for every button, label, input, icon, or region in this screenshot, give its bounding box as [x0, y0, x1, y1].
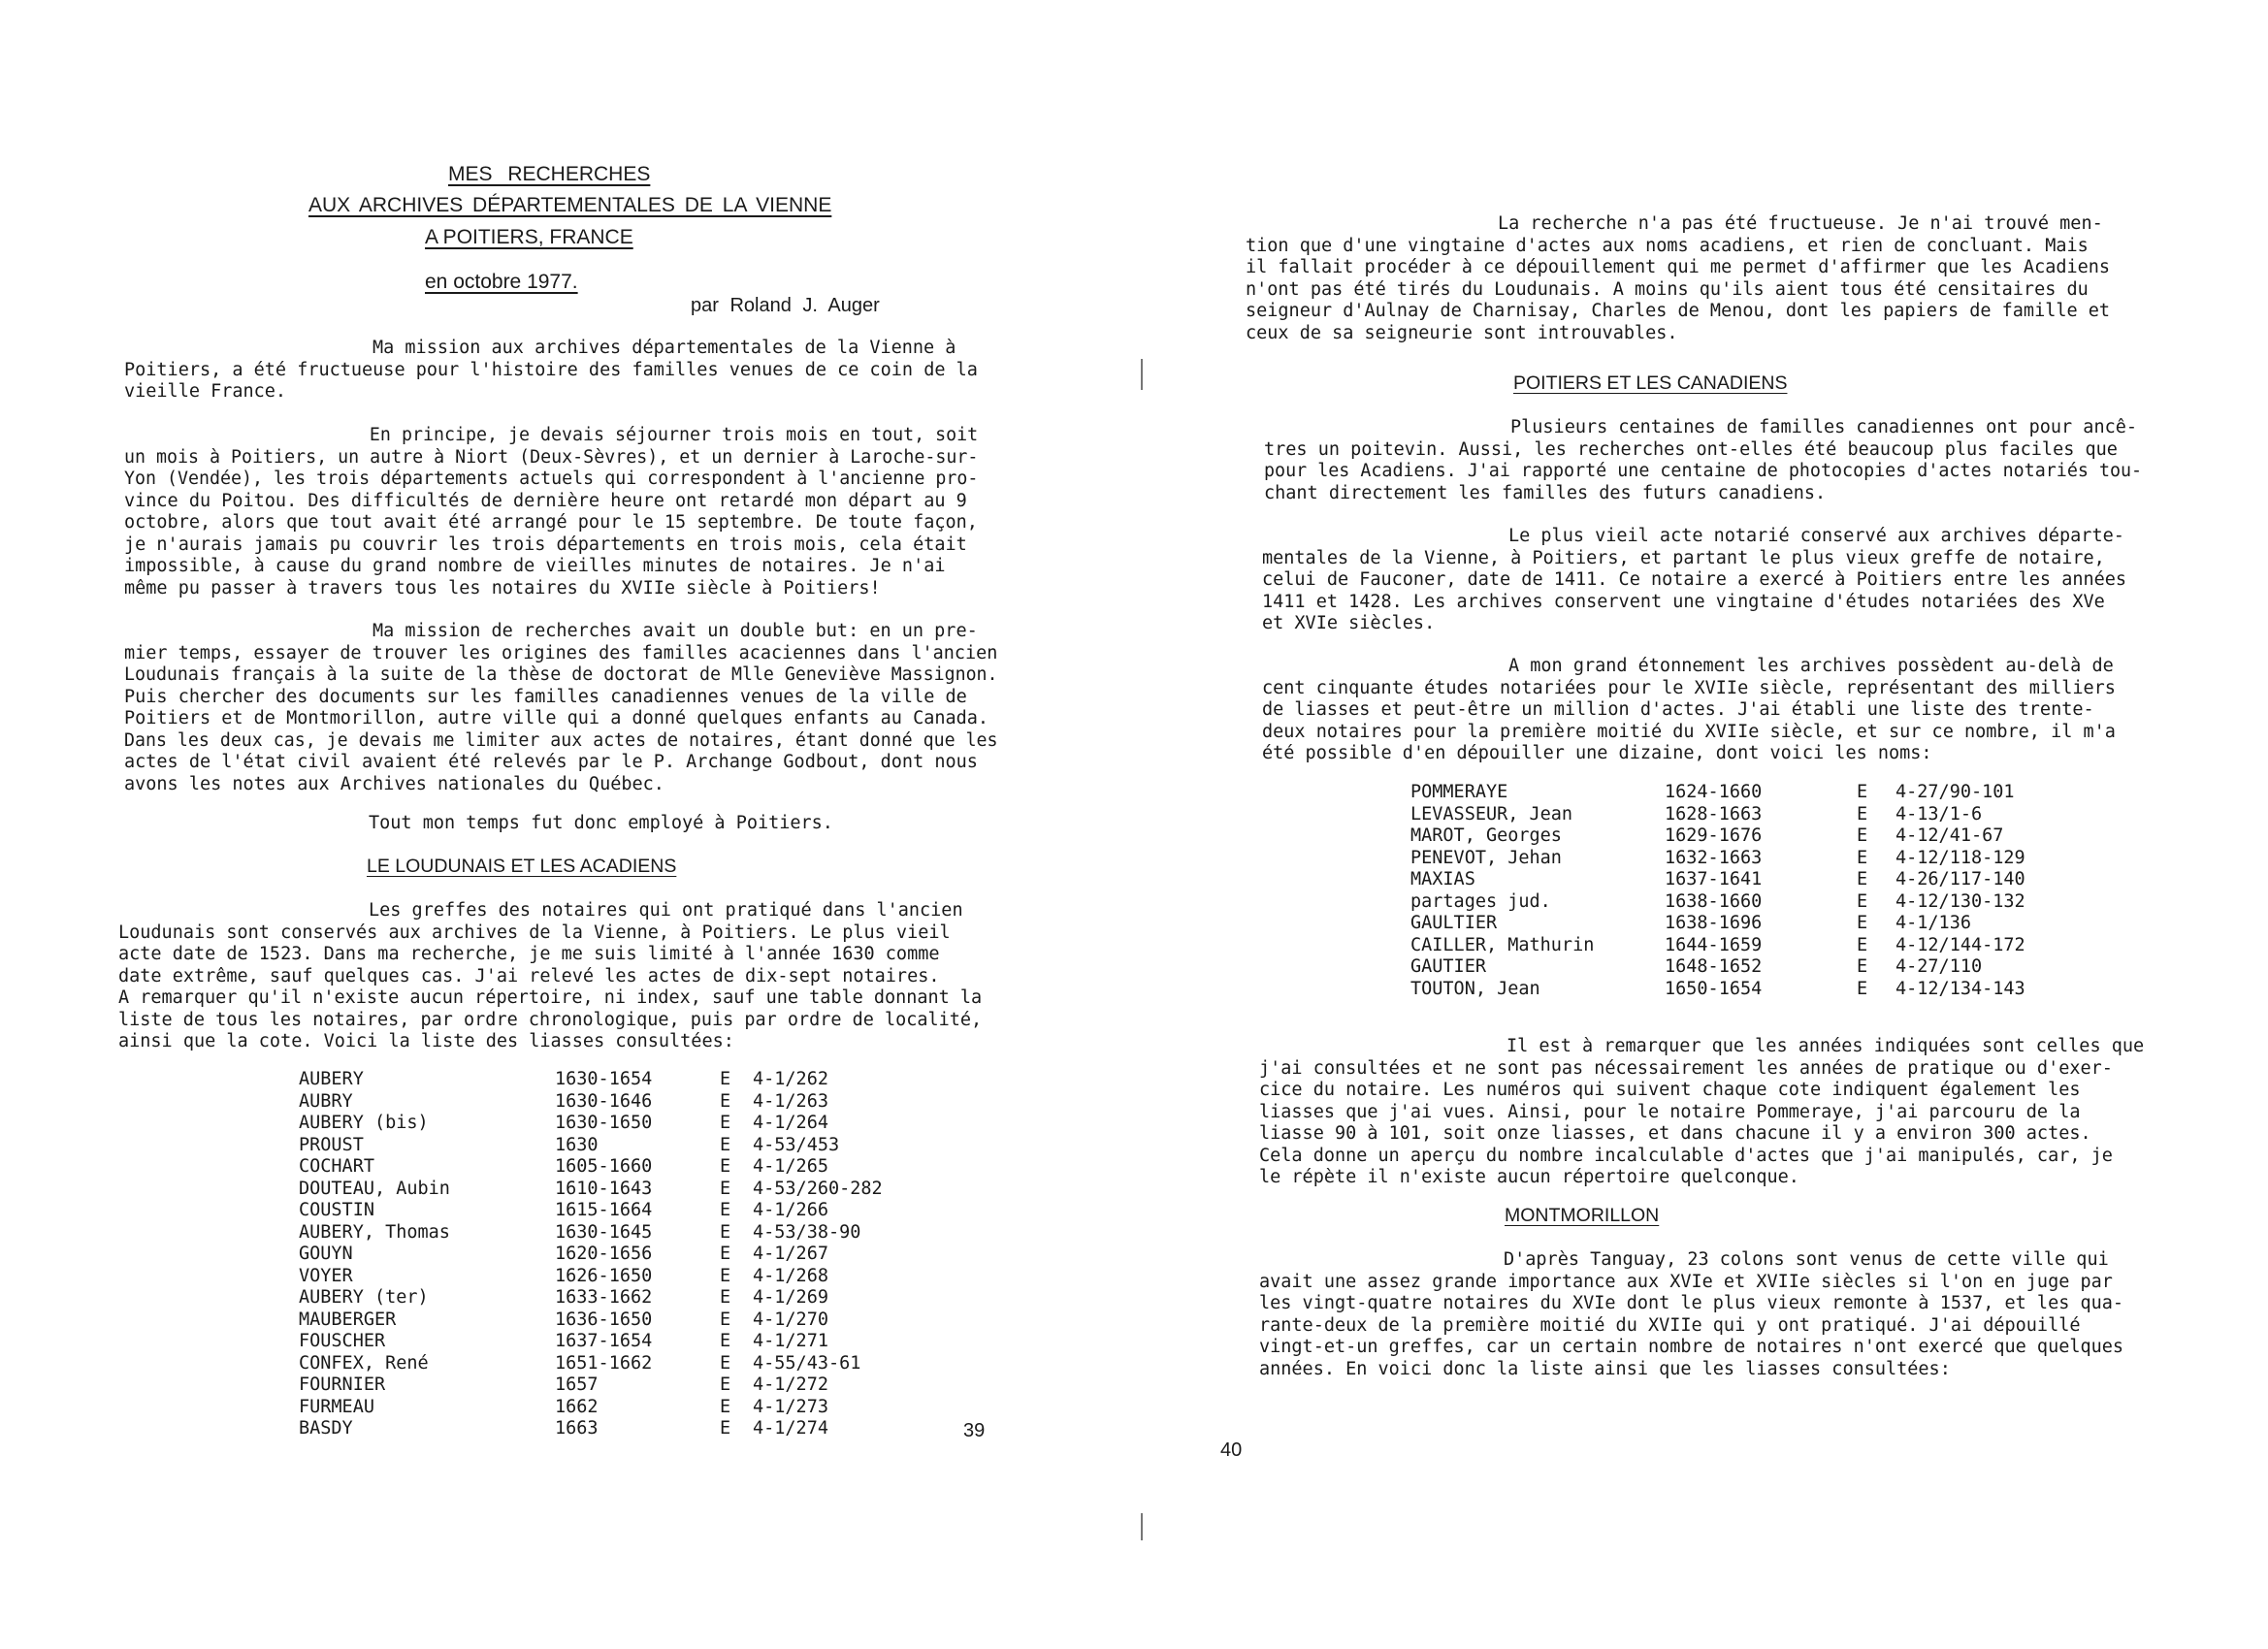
cell-years: 1662 [555, 1396, 599, 1417]
cell-series: E [1857, 847, 1868, 868]
cell-years: 1628-1663 [1665, 803, 1763, 824]
table-row [1410, 979, 2080, 1001]
cell-cote: 4-1/264 [753, 1113, 828, 1133]
text-line: cice du notaire. Les numéros qui suivent chaque cote indiquent également les [1259, 1080, 2081, 1100]
cell-name: FOURNIER [299, 1374, 386, 1395]
table-row [1410, 825, 2080, 848]
text-line: En principe, je devais séjourner trois mois en tout, soit [369, 425, 979, 445]
cell-cote: 4-1/267 [753, 1244, 828, 1264]
text-line: date extrême, sauf quelques cas. J'ai relevé les actes de dix-sept notaires. [118, 965, 940, 986]
cell-series: E [1857, 934, 1868, 955]
title-line-1: MES RECHERCHES [448, 163, 651, 185]
cell-series: E [720, 1200, 731, 1220]
cell-name: GAULTIER [1410, 913, 1498, 933]
text-line: Le plus vieil acte notarié conservé aux archives départe- [1508, 526, 2124, 546]
table-row [1410, 782, 2080, 804]
cell-name: partages jud. [1410, 890, 1551, 912]
text-line: Les greffes des notaires qui ont pratiqué dans l'ancien [369, 900, 963, 921]
cell-years: 1620-1656 [555, 1244, 653, 1264]
text-line: seigneur d'Aulnay de Charnisay, Charles de Menou, dont les papiers de famille et [1246, 301, 2111, 321]
text-line: j'ai consultées et ne sont pas nécessairement les années de pratique ou d'exer- [1259, 1057, 2113, 1079]
right-paragraph-4 [1262, 656, 2140, 765]
cell-series: E [1857, 782, 1868, 802]
cell-years: 1624-1660 [1665, 782, 1763, 802]
cell-series: E [720, 1418, 731, 1439]
text-line: Loudunais sont conservés aux archives de la Vienne, à Poitiers. Le plus vieil [118, 922, 951, 943]
table-row [1410, 848, 2080, 870]
cell-name: CAILLER, Mathurin [1410, 934, 1595, 955]
left-paragraph-2 [124, 425, 978, 599]
table-row [299, 1069, 927, 1091]
text-line: mentales de la Vienne, à Poitiers, et partant le plus vieux greffe de notaire, [1262, 547, 2105, 568]
text-line: tion que d'une vingtaine d'actes aux noms acadiens, et rien de concluant. Mais [1246, 235, 2089, 256]
cell-years: 1637-1654 [555, 1331, 653, 1351]
right-page [1134, 0, 2268, 1649]
cell-name: AUBRY [299, 1090, 353, 1112]
cell-cote: 4-1/273 [753, 1396, 828, 1417]
cell-cote: 4-27/90-101 [1895, 782, 2015, 802]
text-line: Loudunais français à la suite de la thèse de doctorat de Mlle Geneviève Massignon. [124, 664, 998, 685]
text-line: été possible d'en dépouiller une dizaine, dont voici les noms: [1262, 743, 1932, 763]
cell-series: E [720, 1287, 731, 1308]
left-paragraph-5 [118, 900, 982, 1053]
right-paragraph-3 [1262, 526, 2140, 635]
text-line: vince du Poitou. Des difficultés de dernière heure ont retardé mon départ au 9 [124, 490, 967, 511]
cell-series: E [1857, 890, 1868, 912]
cell-name: COCHART [299, 1156, 374, 1177]
cell-years: 1630-1650 [555, 1113, 653, 1133]
cell-years: 1615-1664 [555, 1200, 653, 1220]
table-row [1410, 891, 2080, 914]
right-paragraph-2 [1264, 417, 2142, 504]
text-line: Poitiers et de Montmorillon, autre ville qui a donné quelques enfants au Canada. [124, 708, 989, 728]
cell-name: VOYER [299, 1265, 353, 1286]
cell-years: 1651-1662 [555, 1352, 653, 1374]
text-line: années. En voici donc la liste ainsi que les liasses consultées: [1259, 1358, 1951, 1379]
cell-cote: 4-1/266 [753, 1200, 828, 1220]
cell-series: E [720, 1244, 731, 1264]
table-row [299, 1135, 927, 1157]
text-line: un mois à Poitiers, un autre à Niort (Deux-Sèvres), et un dernier à Laroche-sur- [124, 446, 979, 468]
left-paragraph-3 [124, 621, 997, 795]
title-line-3: A POITIERS, FRANCE [425, 226, 633, 248]
table-row [299, 1222, 927, 1245]
cell-cote: 4-1/269 [753, 1287, 828, 1308]
cell-cote: 4-55/43-61 [753, 1352, 861, 1374]
cell-series: E [720, 1396, 731, 1417]
table-row [1410, 869, 2080, 891]
cell-series: E [720, 1265, 731, 1286]
text-line: deux notaires pour la première moitié du XVIIe siècle, et sur ce nombre, il m'a [1262, 721, 2116, 742]
table-row [299, 1244, 927, 1266]
cell-cote: 4-1/272 [753, 1374, 828, 1395]
table-row [299, 1287, 927, 1310]
text-line: impossible, à cause du grand nombre de vieilles minutes de notaires. Je n'ai [124, 556, 946, 576]
cell-name: AUBERY (bis) [299, 1113, 429, 1133]
page-number-40: 40 [1220, 1439, 1243, 1461]
text-line: octobre, alors que tout avait été arrangé pour le 15 septembre. De toute façon, [124, 512, 978, 533]
table-row [1410, 956, 2080, 979]
text-line: je n'aurais jamais pu couvrir les trois départements en trois mois, cela était [124, 534, 967, 555]
cell-name: MAXIAS [1410, 869, 1475, 889]
cell-years: 1630-1654 [555, 1069, 653, 1089]
text-line: celui de Fauconer, date de 1411. Ce notaire a exercé à Poitiers entre les années [1262, 569, 2127, 590]
title-line-4: en octobre 1977. [425, 271, 578, 293]
cell-name: TOUTON, Jean [1410, 978, 1540, 999]
cell-name: AUBERY, Thomas [299, 1221, 450, 1243]
table-row [1410, 935, 2080, 957]
cell-years: 1630 [555, 1134, 599, 1155]
text-line: mier temps, essayer de trouver les origines des familles acaciennes dans l'ancien [124, 642, 998, 663]
cell-cote: 4-1/262 [753, 1069, 828, 1089]
text-line: 1411 et 1428. Les archives conservent une vingtaine d'études notariées des XVe [1262, 591, 2105, 612]
right-paragraph-5 [1259, 1036, 2144, 1189]
notaires-table-poitiers [1410, 782, 2080, 1000]
text-line: avons les notes aux Archives nationales du Québec. [124, 773, 664, 794]
text-line: A remarquer qu'il n'existe aucun répertoire, ni index, sauf une table donnant la [118, 987, 983, 1008]
cell-series: E [720, 1352, 731, 1374]
cell-years: 1629-1676 [1665, 825, 1763, 846]
text-line: vieille France. [124, 381, 287, 402]
text-line: A mon grand étonnement les archives possèdent au-delà de [1508, 656, 2114, 676]
table-row [299, 1310, 927, 1332]
text-line: il fallait procéder à ce dépouillement qui me permet d'affirmer que les Acadiens [1246, 257, 2111, 277]
cell-years: 1626-1650 [555, 1265, 653, 1286]
table-row [299, 1091, 927, 1114]
text-line: liasse 90 à 101, soit onze liasses, et dans chacune il y a environ 300 actes. [1259, 1123, 2091, 1144]
cell-years: 1638-1696 [1665, 913, 1763, 933]
cell-cote: 4-12/134-143 [1895, 978, 2025, 999]
notaires-table-loudunais [299, 1069, 927, 1440]
text-line: actes de l'état civil avaient été relevés par le P. Archange Godbout, dont nous [124, 752, 978, 772]
cell-series: E [720, 1331, 731, 1351]
cell-series: E [1857, 913, 1868, 933]
section-heading-montmorillon: MONTMORILLON [1505, 1205, 1660, 1226]
cell-series: E [720, 1134, 731, 1155]
cell-name: GAUTIER [1410, 956, 1486, 977]
section-heading-poitiers: POITIERS ET LES CANADIENS [1513, 372, 1788, 394]
cell-cote: 4-1/271 [753, 1331, 828, 1351]
text-line: tres un poitevin. Aussi, les recherches ont-elles été beaucoup plus faciles que [1264, 438, 2118, 460]
table-row [299, 1374, 927, 1397]
cell-name: FOUSCHER [299, 1331, 386, 1351]
text-line: Ma mission aux archives départementales de la Vienne à [373, 338, 956, 358]
text-line: pour les Acadiens. J'ai rapporté une centaine de photocopies d'actes notariés tou- [1264, 461, 2143, 481]
cell-name: GOUYN [299, 1244, 353, 1264]
text-line: n'ont pas été tirés du Loudunais. A moins qu'ils aient tous été censitaires du [1246, 278, 2089, 300]
cell-years: 1630-1646 [555, 1090, 653, 1112]
cell-years: 1636-1650 [555, 1309, 653, 1330]
text-line: même pu passer à travers tous les notaires du XVIIe siècle à Poitiers! [124, 577, 881, 598]
left-paragraph-1 [124, 338, 978, 404]
cell-years: 1633-1662 [555, 1287, 653, 1308]
text-line: Plusieurs centaines de familles canadiennes ont pour ancê- [1510, 417, 2138, 437]
table-row [299, 1397, 927, 1419]
cell-name: LEVASSEUR, Jean [1410, 803, 1573, 824]
cell-cote: 4-1/136 [1895, 913, 1971, 933]
cell-years: 1632-1663 [1665, 847, 1763, 868]
cell-years: 1644-1659 [1665, 934, 1763, 955]
cell-name: AUBERY [299, 1069, 364, 1089]
section-heading-loudunais: LE LOUDUNAIS ET LES ACADIENS [367, 856, 677, 877]
cell-years: 1630-1645 [555, 1221, 653, 1243]
cell-name: COUSTIN [299, 1200, 374, 1220]
cell-cote: 4-1/268 [753, 1265, 828, 1286]
text-line: rante-deux de la première moitié du XVIIe qui y ont pratiqué. J'ai dépouillé [1259, 1314, 2081, 1336]
text-line: de liasses et peut-être un million d'actes. J'ai établi une liste des trente- [1262, 699, 2094, 720]
table-row [299, 1179, 927, 1201]
cell-cote: 4-12/130-132 [1895, 890, 2025, 912]
cell-name: PROUST [299, 1134, 364, 1155]
cell-years: 1637-1641 [1665, 869, 1763, 889]
text-line: Puis chercher des documents sur les familles canadiennes venues de la ville de [124, 686, 967, 707]
cell-years: 1605-1660 [555, 1156, 653, 1177]
cell-cote: 4-27/110 [1895, 956, 1983, 977]
right-paragraph-1 [1246, 213, 2123, 344]
cell-years: 1638-1660 [1665, 890, 1763, 912]
text-line: Ma mission de recherches avait un double but: en un pre- [373, 621, 978, 641]
cell-years: 1657 [555, 1374, 599, 1395]
left-paragraph-4: Tout mon temps fut donc employé à Poitiers. [369, 813, 833, 833]
text-line: Yon (Vendée), les trois départements actuels qui correspondent à l'ancienne pro- [124, 469, 979, 489]
text-line: Il est à remarquer que les années indiquées sont celles que [1507, 1036, 2145, 1056]
cell-cote: 4-12/41-67 [1895, 825, 2004, 846]
cell-years: 1610-1643 [555, 1178, 653, 1199]
cell-name: BASDY [299, 1418, 353, 1439]
cell-name: DOUTEAU, Aubin [299, 1178, 450, 1199]
cell-series: E [1857, 956, 1868, 977]
cell-years: 1650-1654 [1665, 978, 1763, 999]
cell-years: 1648-1652 [1665, 956, 1763, 977]
cell-series: E [720, 1069, 731, 1089]
text-line: les vingt-quatre notaires du XVIe dont le plus vieux remonte à 1537, et les qua- [1259, 1293, 2124, 1313]
cell-cote: 4-1/263 [753, 1090, 828, 1112]
text-line: La recherche n'a pas été fructueuse. Je n'ai trouvé men- [1498, 213, 2103, 234]
text-line: chant directement les familles des futurs canadiens. [1264, 482, 1827, 503]
cell-series: E [720, 1374, 731, 1395]
text-line: ceux de sa seigneurie sont introuvables. [1246, 322, 1678, 343]
cell-series: E [1857, 978, 1868, 999]
cell-name: AUBERY (ter) [299, 1287, 429, 1308]
table-row [299, 1418, 927, 1440]
text-line: et XVIe siècles. [1262, 613, 1436, 633]
page-number-39: 39 [963, 1420, 986, 1441]
cell-series: E [720, 1090, 731, 1112]
table-row [299, 1331, 927, 1353]
text-line: acte date de 1523. Dans ma recherche, je me suis limité à l'année 1630 comme [118, 944, 940, 964]
cell-years: 1663 [555, 1418, 599, 1439]
table-row [1410, 913, 2080, 935]
cell-cote: 4-1/274 [753, 1418, 828, 1439]
text-line: D'après Tanguay, 23 colons sont venus de cette ville qui [1504, 1249, 2109, 1270]
cell-cote: 4-12/144-172 [1895, 934, 2025, 955]
cell-cote: 4-13/1-6 [1895, 803, 1983, 824]
cell-series: E [720, 1113, 731, 1133]
text-line: cent cinquante études notariées pour le XVIIe siècle, représentant des milliers [1262, 677, 2116, 698]
cell-series: E [720, 1178, 731, 1199]
cell-name: FURMEAU [299, 1396, 374, 1417]
cell-series: E [1857, 869, 1868, 889]
text-line: Cela donne un aperçu du nombre incalculable d'actes que j'ai manipulés, car, je [1259, 1145, 2113, 1166]
right-paragraph-6 [1259, 1249, 2144, 1380]
table-row [299, 1200, 927, 1222]
cell-cote: 4-53/453 [753, 1134, 840, 1155]
cell-cote: 4-12/118-129 [1895, 847, 2025, 868]
cell-series: E [720, 1156, 731, 1177]
cell-name: CONFEX, René [299, 1352, 429, 1374]
cell-series: E [1857, 825, 1868, 846]
cell-name: PENEVOT, Jehan [1410, 847, 1562, 868]
text-line: Poitiers, a été fructueuse pour l'histoire des familles venues de ce coin de la [124, 359, 978, 380]
text-line: ainsi que la cote. Voici la liste des liasses consultées: [118, 1031, 734, 1051]
table-row [299, 1156, 927, 1179]
cell-series: E [1857, 803, 1868, 824]
title-line-2: AUX ARCHIVES DÉPARTEMENTALES DE LA VIENNE [308, 194, 832, 216]
cell-cote: 4-53/38-90 [753, 1221, 861, 1243]
text-line: Dans les deux cas, je devais me limiter aux actes de notaires, étant donné que les [124, 729, 998, 751]
table-row [299, 1113, 927, 1135]
text-line: liste de tous les notaires, par ordre chronologique, puis par ordre de localité, [118, 1009, 983, 1030]
cell-name: MAUBERGER [299, 1309, 397, 1330]
text-line: le répète il n'existe aucun répertoire quelconque. [1259, 1167, 1799, 1187]
byline: par Roland J. Auger [691, 295, 880, 316]
table-row [299, 1353, 927, 1375]
text-line: liasses que j'ai vues. Ainsi, pour le notaire Pommeraye, j'ai parcouru de la [1259, 1101, 2081, 1122]
cell-series: E [720, 1309, 731, 1330]
cell-name: MAROT, Georges [1410, 825, 1562, 846]
cell-series: E [720, 1221, 731, 1243]
cell-cote: 4-1/265 [753, 1156, 828, 1177]
text-line: vingt-et-un greffes, car un certain nombre de notaires n'ont exercé que quelques [1259, 1337, 2124, 1357]
cell-cote: 4-26/117-140 [1895, 869, 2025, 889]
table-row [299, 1266, 927, 1288]
text-line: avait une assez grande importance aux XVIe et XVIIe siècles si l'on en juge par [1259, 1271, 2113, 1292]
cell-cote: 4-1/270 [753, 1309, 828, 1330]
cell-cote: 4-53/260-282 [753, 1178, 883, 1199]
cell-name: POMMERAYE [1410, 782, 1508, 802]
table-row [1410, 804, 2080, 826]
